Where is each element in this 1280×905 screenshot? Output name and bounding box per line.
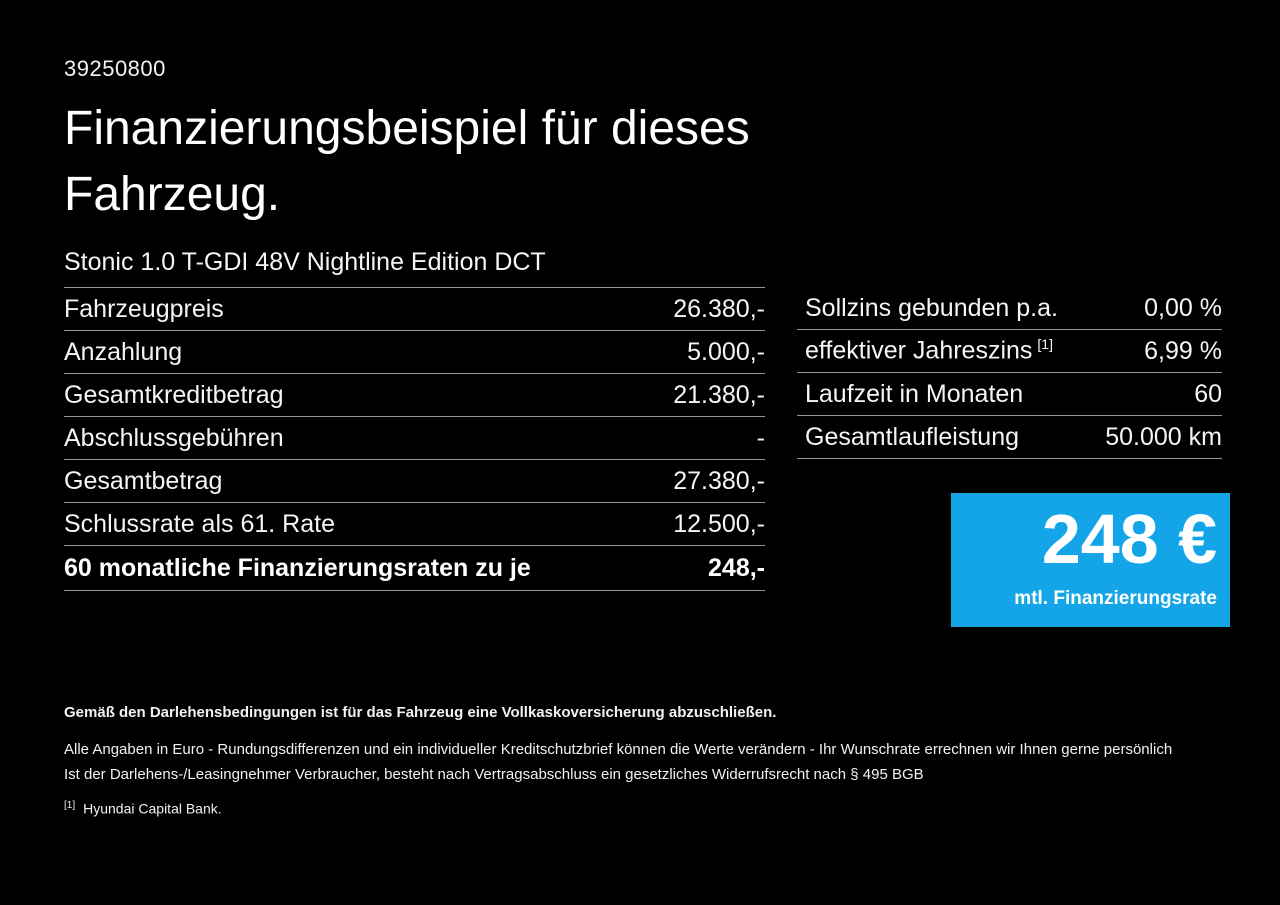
footnote [64, 800, 1224, 817]
page-title [64, 96, 750, 228]
row-value: 248,- [708, 553, 765, 582]
finance-table-right [797, 287, 1222, 459]
footnote-marker: [1] [64, 800, 76, 811]
monthly-rate-box [951, 493, 1230, 627]
footnote-text: Hyundai Capital Bank. [83, 800, 222, 817]
vehicle-id: 39250800 [64, 56, 166, 81]
row-label: Gesamtkreditbetrag [64, 380, 284, 409]
row-value: 50.000 km [1105, 422, 1222, 451]
row-label: Abschlussgebühren [64, 423, 284, 452]
row-value: 6,99 % [1144, 336, 1222, 365]
table-row [64, 374, 765, 417]
page-title-line-2: Fahrzeug. [64, 168, 281, 221]
row-value: 21.380,- [673, 380, 765, 409]
row-value: 26.380,- [673, 294, 765, 323]
table-row [797, 330, 1222, 373]
table-row [64, 417, 765, 460]
table-row [797, 287, 1222, 330]
table-row [797, 373, 1222, 416]
row-value: 27.380,- [673, 466, 765, 495]
vehicle-model: Stonic 1.0 T-GDI 48V Nightline Edition DCT [64, 248, 546, 276]
table-row [797, 416, 1222, 459]
page-title-line-1: Finanzierungsbeispiel für dieses [64, 102, 750, 155]
row-label: Anzahlung [64, 337, 183, 366]
disclaimer-line-2: Ist der Darlehens-/Leasingnehmer Verbraucher, besteht nach Vertragsabschluss ein gesetzliches Widerrufsrecht nach § 495 BGB [64, 765, 924, 783]
row-label: Gesamtbetrag [64, 466, 223, 495]
table-row [64, 288, 765, 331]
row-label: Fahrzeugpreis [64, 294, 224, 323]
row-value: 60 [1194, 379, 1222, 408]
row-label: Schlussrate als 61. Rate [64, 509, 335, 538]
disclaimer-line-1: Alle Angaben in Euro - Rundungsdifferenzen und ein individueller Kreditschutzbrief können die Werte verändern - Ihr Wunschrate errechnen wir Ihnen gerne persönlich [64, 741, 1173, 758]
rate-amount: 248 € [1041, 500, 1217, 578]
footer-disclaimer [64, 704, 1224, 817]
table-row-monthly-rate [64, 546, 765, 591]
table-row [64, 503, 765, 546]
row-value: 5.000,- [687, 337, 765, 366]
footnote-ref-marker: [1] [1037, 336, 1053, 353]
row-value: 12.500,- [673, 509, 765, 538]
insurance-note: Gemäß den Darlehensbedingungen ist für das Fahrzeug eine Vollkaskoversicherung abzuschließen. [64, 704, 777, 721]
row-value: 0,00 % [1144, 293, 1222, 322]
rate-caption: mtl. Finanzierungsrate [1014, 588, 1217, 609]
row-label: 60 monatliche Finanzierungsraten zu je [64, 553, 531, 582]
table-row [64, 460, 765, 503]
row-label: Sollzins gebunden p.a. [805, 293, 1058, 322]
finance-table-left [64, 287, 765, 591]
row-label: Gesamtlaufleistung [805, 422, 1020, 451]
row-label: effektiver Jahreszins [1] [805, 336, 1053, 365]
row-label: Laufzeit in Monaten [805, 379, 1024, 408]
table-row [64, 331, 765, 374]
row-value: - [756, 423, 765, 452]
